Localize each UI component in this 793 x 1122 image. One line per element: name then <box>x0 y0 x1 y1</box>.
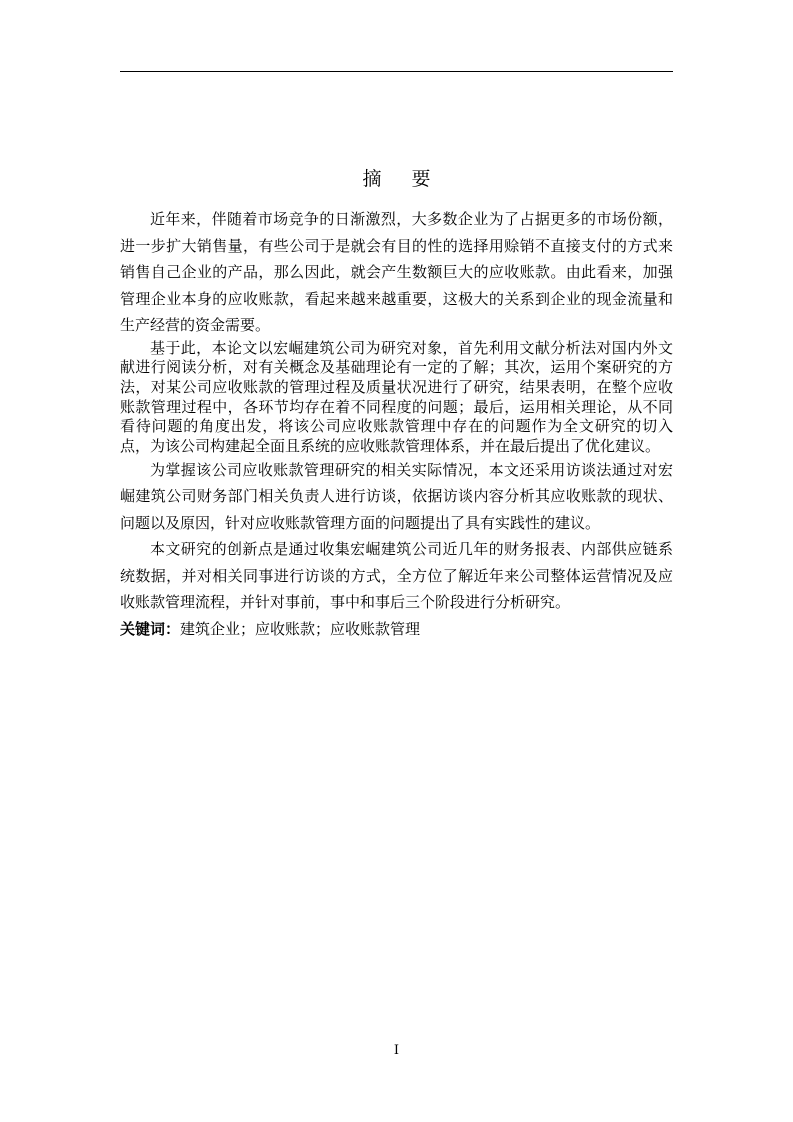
abstract-body <box>120 206 673 642</box>
abstract-paragraph-1: 近年来，伴随着市场竞争的日渐激烈，大多数企业为了占据更多的市场份额，进一步扩大销售量，有些公司于是就会有目的性的选择用赊销不直接支付的方式来销售自己企业的产品，那么因此，就会产生数额巨大的应收账款。由此看来，加强管理企业本身的应收账款，看起来越来越重要，这极大的关系到企业的现金流量和生产经营的资金需要。 <box>120 210 673 334</box>
abstract-paragraph-3: 为掌握该公司应收账款管理研究的相关实际情况，本文还采用访谈法通过对宏崛建筑公司财务部门相关负责人进行访谈，依据访谈内容分析其应收账款的现状、问题以及原因，针对应收账款管理方面的问题提出了具有实践性的建议。 <box>120 460 673 532</box>
keywords-value: 建筑企业；应收账款；应收账款管理 <box>180 619 421 638</box>
page-title: 摘 要 <box>362 167 443 190</box>
header-rule <box>120 71 673 72</box>
page-number: I <box>393 1043 400 1058</box>
keywords-line <box>120 616 673 642</box>
abstract-paragraph-4: 本文研究的创新点是通过收集宏崛建筑公司近几年的财务报表、内部供应链系统数据，并对相关同事进行访谈的方式，全方位了解近年来公司整体运营情况及应收账款管理流程，并针对事前，事中和事后三个阶段进行分析研究。 <box>120 540 673 612</box>
abstract-paragraph-2: 基于此，本论文以宏崛建筑公司为研究对象，首先利用文献分析法对国内外文献进行阅读分析，对有关概念及基础理论有一定的了解；其次，运用个案研究的方法，对某公司应收账款的管理过程及质量状况进行了研究，结果表明，在整个应收账款管理过程中，各环节均存在着不同程度的问题；最后，运用相关理论，从不同看待问题的角度出发，将该公司应收账款管理中存在的问题作为全文研究的切入点，为该公司构建起全面且系统的应收账款管理体系，并在最后提出了优化建议。 <box>120 338 673 456</box>
keywords-label: 关键词： <box>120 619 181 638</box>
